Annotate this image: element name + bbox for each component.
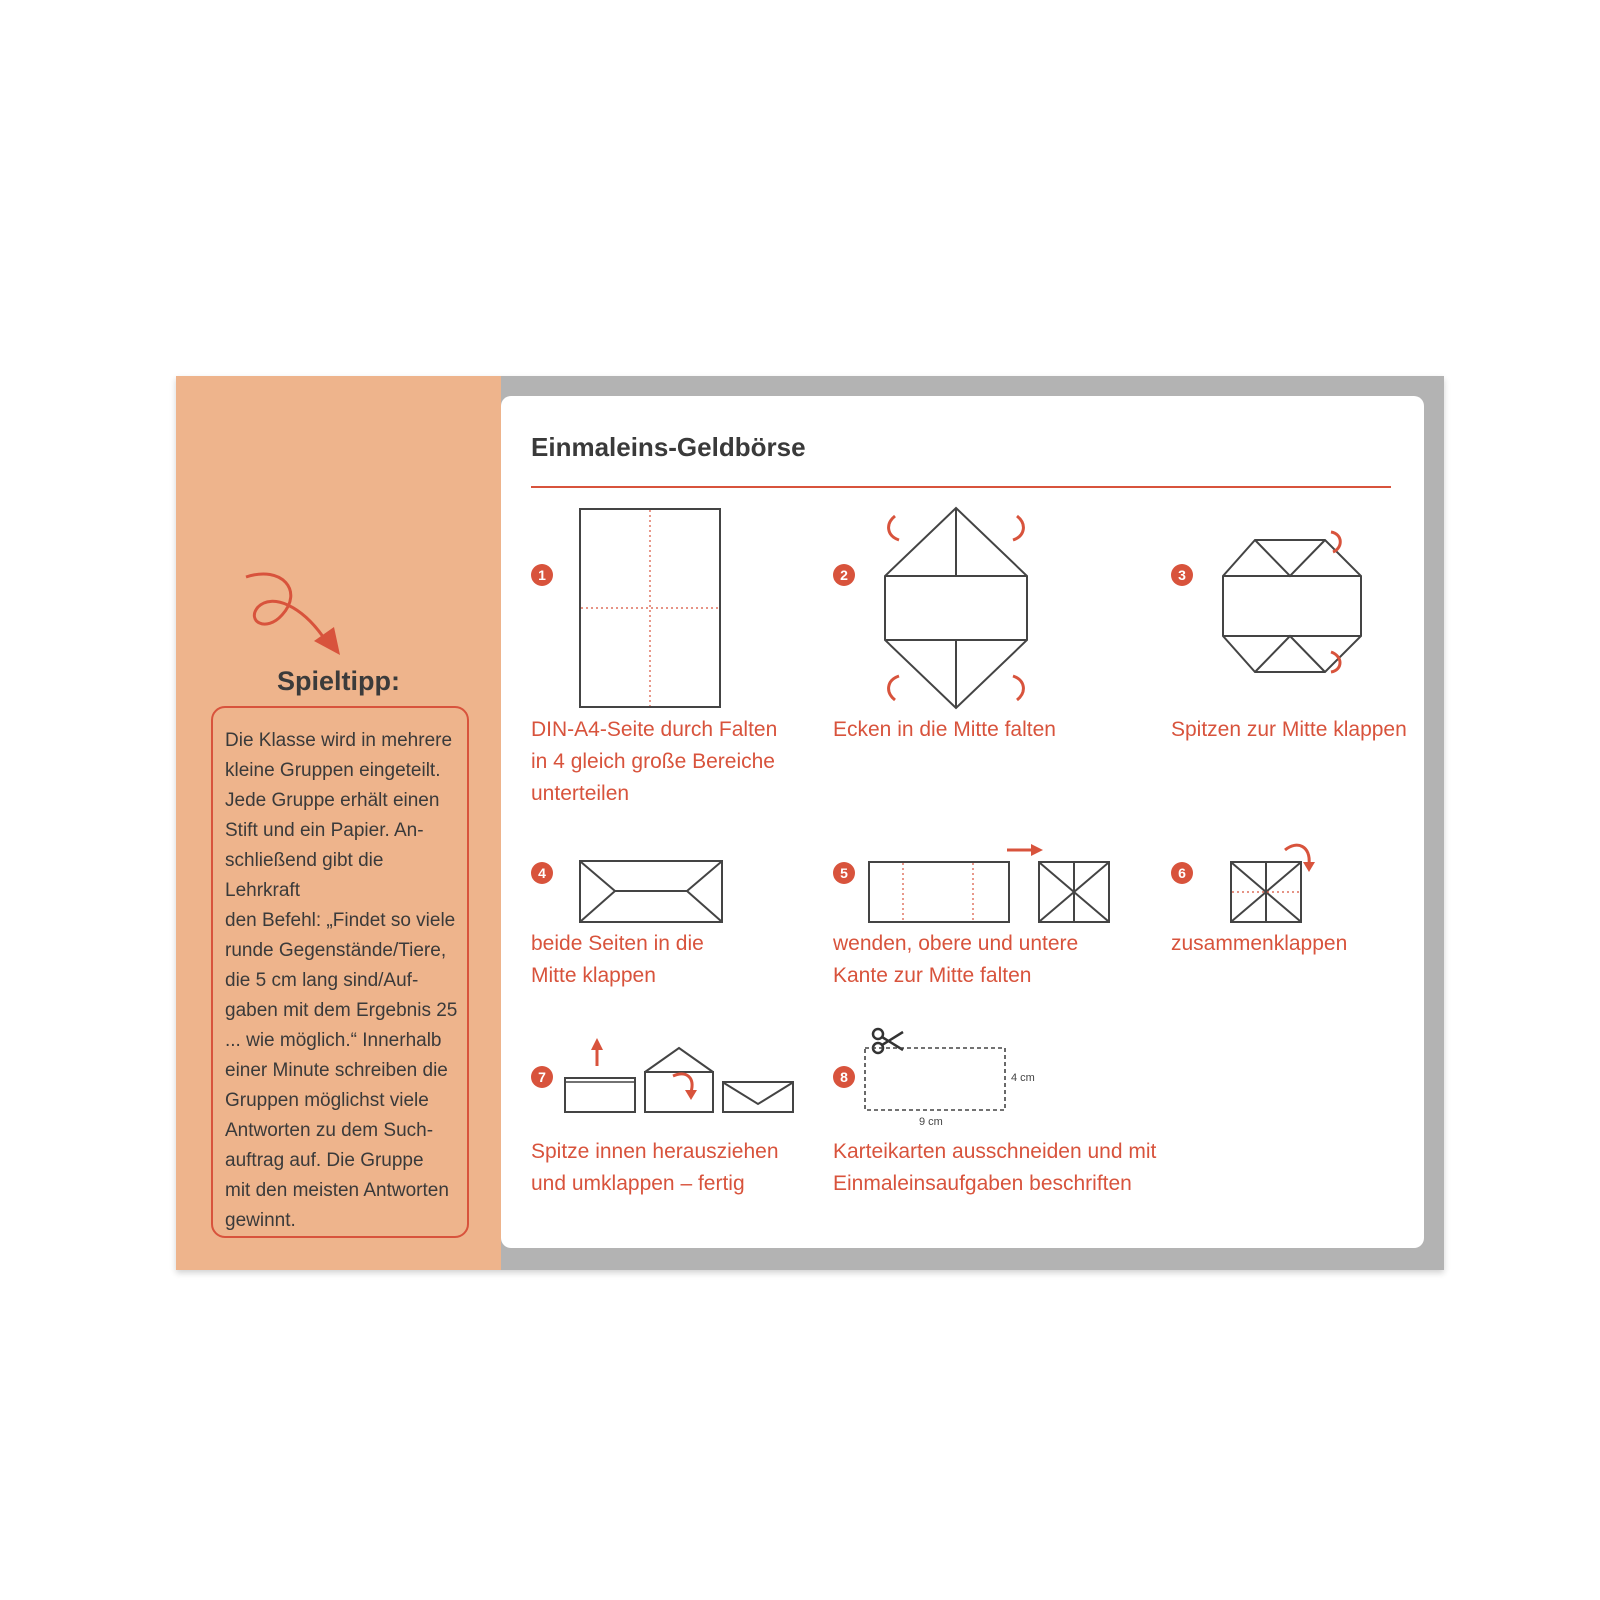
step-8-number: 8 — [833, 1066, 855, 1088]
step-1-caption: DIN-A4-Seite durch Falten in 4 gleich große Bereiche unterteilen — [531, 718, 778, 805]
curly-arrow-icon — [242, 571, 352, 671]
step-5-number: 5 — [833, 862, 855, 884]
step-7-diagram — [563, 1036, 799, 1116]
step-3-number: 3 — [1171, 564, 1193, 586]
step-6-number: 6 — [1171, 862, 1193, 884]
spieltipp-panel — [176, 376, 501, 1270]
step-8-caption: Karteikarten ausschneiden und mit Einmaleinsaufgaben beschriften — [833, 1140, 1157, 1195]
step-1-diagram — [579, 508, 721, 708]
instruction-card — [176, 376, 1444, 1270]
step-4-caption: beide Seiten in die Mitte klappen — [531, 932, 704, 987]
sheet-title: Einmaleins-Geldbörse — [531, 432, 806, 462]
spieltipp-box — [211, 706, 469, 1238]
step-4-diagram — [579, 860, 723, 924]
step-7-number: 7 — [531, 1066, 553, 1088]
spieltipp-text: Die Klasse wird in mehrere kleine Gruppen eingeteilt. Jede Gruppe erhält einen Stift und ein Papier. An- schließend gibt die Lehrkraft den Befehl: „Findet so viele runde Gegenstände/Tiere, die 5 cm lang sind/Auf- gaben mit dem Ergebnis 25 ... wie möglich.“ Innerhalb einer Minute schreiben die Gruppen möglichst viele Antworten zu dem Such- auftrag auf. Die Gruppe mit den meisten Antworten gewinnt. — [225, 730, 458, 1231]
step-7-caption: Spitze innen herausziehen und umklappen – fertig — [531, 1140, 779, 1195]
title-divider — [531, 486, 1391, 488]
step-2-number: 2 — [833, 564, 855, 586]
spieltipp-title: Spieltipp: — [277, 666, 400, 696]
step-6-caption: zusammenklappen — [1171, 932, 1348, 955]
step-8-card-outline — [863, 1046, 1007, 1112]
step-5-caption: wenden, obere und untere Kante zur Mitte falten — [833, 932, 1079, 987]
card-width-label: 9 cm — [919, 1116, 943, 1128]
step-3-caption: Spitzen zur Mitte klappen — [1171, 718, 1407, 741]
step-2-diagram — [881, 504, 1031, 712]
step-1-number: 1 — [531, 564, 553, 586]
card-height-label: 4 cm — [1011, 1072, 1035, 1084]
step-4-number: 4 — [531, 862, 553, 884]
step-6-diagram — [1227, 842, 1323, 930]
instruction-sheet — [501, 396, 1424, 1248]
step-5-diagram — [867, 844, 1119, 928]
step-3-diagram — [1219, 526, 1365, 676]
step-2-caption: Ecken in die Mitte falten — [833, 718, 1056, 741]
